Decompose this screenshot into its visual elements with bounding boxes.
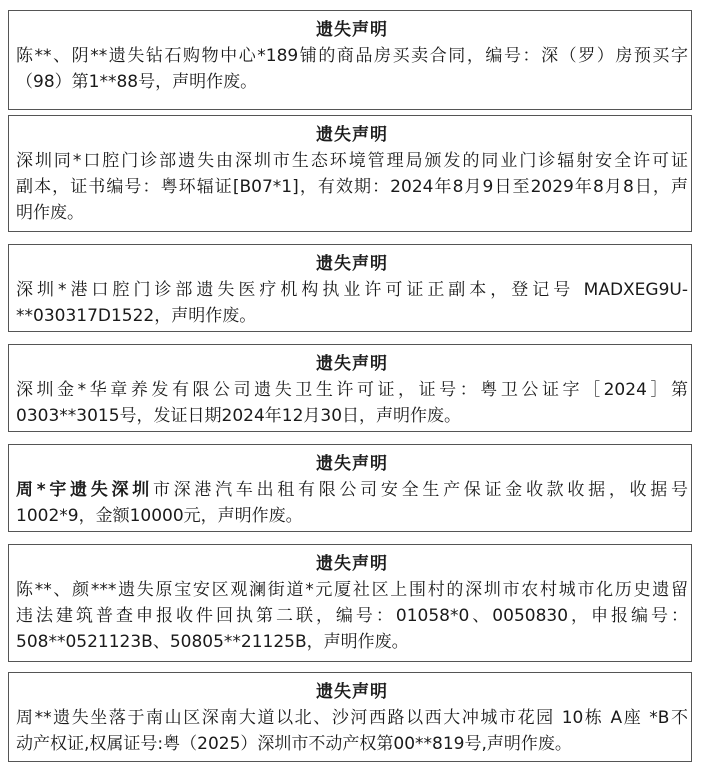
notice-text-line: 0303**3015号，发证日期2024年12月30日，声明作废。	[16, 406, 462, 426]
loss-notice-1	[8, 10, 692, 110]
notice-text-line: （98）第1**88号，声明作废。	[16, 72, 258, 92]
notice-text-line: 深圳同*口腔门诊部遗失由深圳市生态环境管理局颁发的同业门诊辐射安全许可证	[16, 151, 688, 171]
loss-notice-5	[8, 444, 692, 532]
loss-notice-3	[8, 244, 692, 332]
notice-title: 遗失声明	[316, 254, 388, 274]
loss-notice-6	[8, 544, 692, 662]
loss-notice-7	[8, 672, 692, 762]
notice-title: 遗失声明	[316, 125, 388, 145]
notice-title: 遗失声明	[316, 682, 388, 702]
notice-text-line: 深圳*港口腔门诊部遗失医疗机构执业许可证正副本，登记号 MADXEG9U-	[16, 280, 688, 300]
notice-text-line: 1002*9，金额10000元，声明作废。	[16, 506, 303, 526]
notice-text-segment: 市深港汽车出租有限公司安全生产保证金收款收据，收据号	[152, 480, 688, 500]
notice-title: 遗失声明	[316, 20, 388, 40]
notice-text-line: 周**遗失坐落于南山区深南大道以北、沙河西路以西大冲城市花园 10栋 A座 *B不	[16, 708, 688, 728]
loss-notice-4	[8, 344, 692, 432]
notice-title: 遗失声明	[316, 354, 388, 374]
notice-title: 遗失声明	[316, 454, 388, 474]
notice-text-line	[16, 477, 688, 503]
notice-text-line: **030317D1522，声明作废。	[16, 306, 257, 326]
notice-text-line: 深圳金*华章养发有限公司遗失卫生许可证，证号：粤卫公证字［2024］第	[16, 380, 688, 400]
notice-bold-lead: 周*宇遗失深圳	[16, 480, 153, 500]
notice-text-line: 陈**、阴**遗失钻石购物中心*189铺的商品房买卖合同，编号：深（罗）房预买字	[16, 46, 688, 66]
loss-notice-2	[8, 115, 692, 232]
notice-text-line: 副本，证书编号：粤环辐证[B07*1]，有效期：2024年8月9日至2029年8月8日，声	[16, 177, 688, 197]
notice-title: 遗失声明	[316, 554, 388, 574]
notice-text-line: 508**0521123B、50805**21125B，声明作废。	[16, 632, 409, 652]
notice-text-line: 违法建筑普查申报收件回执第二联，编号：01058*0、0050830，申报编号：	[16, 606, 688, 626]
notice-text-line: 动产权证,权属证号:粤（2025）深圳市不动产权第00**819号,声明作废。	[16, 734, 572, 754]
notice-text-line: 陈**、颜***遗失原宝安区观澜街道*元厦社区上围村的深圳市农村城市化历史遗留	[16, 580, 688, 600]
notice-text-line: 明作废。	[16, 203, 84, 223]
